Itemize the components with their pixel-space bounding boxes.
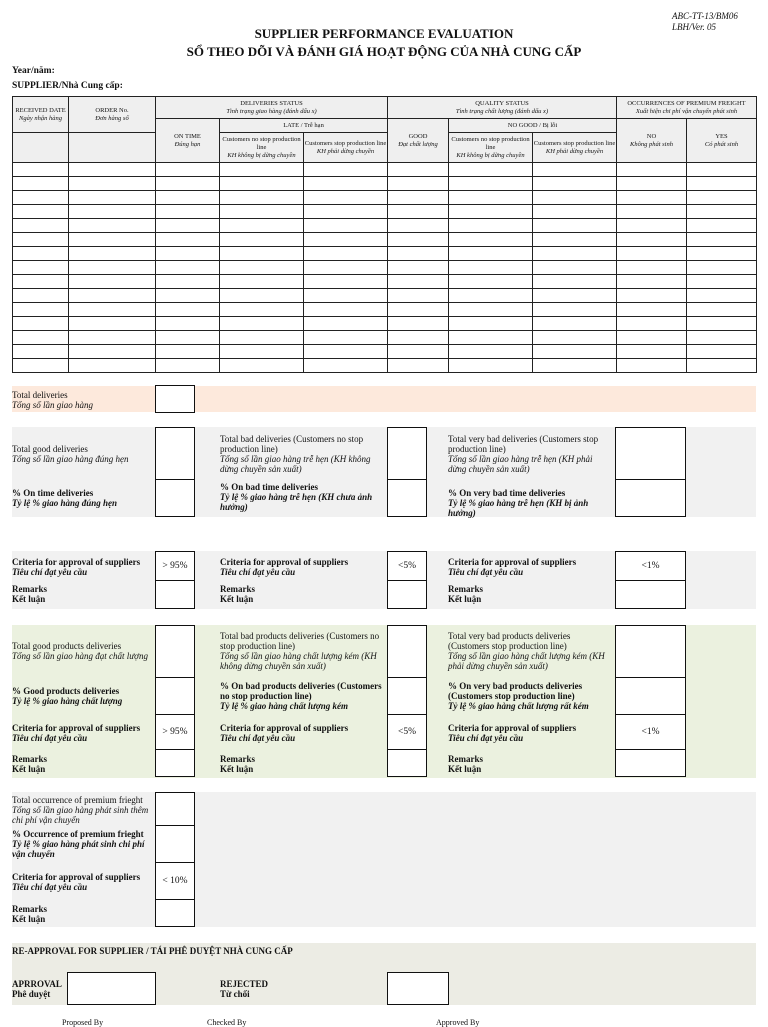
log-cell[interactable] [388, 163, 449, 177]
log-cell[interactable] [388, 317, 449, 331]
col-premium-freight: OCCURRENCES OF PREMIUM FREIGHT Xuất hiện chi phí vận chuyển phát sinh [617, 97, 757, 119]
log-cell[interactable] [304, 359, 388, 373]
log-cell[interactable] [388, 303, 449, 317]
log-cell[interactable] [687, 233, 757, 247]
log-cell[interactable] [533, 275, 617, 289]
log-cell[interactable] [156, 205, 220, 219]
log-row [13, 331, 757, 345]
very-bad-deliveries-box[interactable] [615, 427, 686, 480]
pct-good-products-label: % Good products deliveries Tỷ lệ % giao hàng chất lượng [12, 686, 123, 706]
premium-pct-box[interactable] [155, 825, 195, 863]
log-cell[interactable] [388, 247, 449, 261]
log-cell[interactable] [687, 247, 757, 261]
criteria-label-4: Criteria for approval of suppliers Tiêu chí đạt yêu cầu [12, 723, 141, 743]
log-cell[interactable] [533, 331, 617, 345]
log-cell[interactable] [533, 289, 617, 303]
log-cell[interactable] [13, 275, 69, 289]
log-row [13, 163, 757, 177]
pct-bad-products-box[interactable] [387, 677, 427, 715]
log-cell[interactable] [69, 317, 156, 331]
criteria-premium-box: < 10% [155, 862, 195, 900]
log-cell[interactable] [687, 331, 757, 345]
log-cell[interactable] [304, 345, 388, 359]
log-cell[interactable] [687, 191, 757, 205]
log-cell[interactable] [304, 289, 388, 303]
log-cell[interactable] [220, 317, 304, 331]
log-cell[interactable] [69, 219, 156, 233]
log-cell[interactable] [617, 331, 687, 345]
log-cell[interactable] [687, 177, 757, 191]
remarks-box-7[interactable] [155, 899, 195, 927]
col-ng-stop: Customers stop production line KH phải dừng chuyền [533, 133, 617, 163]
log-cell[interactable] [13, 205, 69, 219]
col-no-good: NO GOOD / Bị lỗi [449, 119, 617, 133]
log-cell[interactable] [304, 219, 388, 233]
log-cell[interactable] [449, 233, 533, 247]
premium-pct-label: % Occurrence of premium frieght Tỷ lệ % giao hàng phát sinh chi phí vận chuyển [12, 829, 145, 859]
log-cell[interactable] [388, 191, 449, 205]
remarks-box-3[interactable] [615, 580, 686, 609]
log-cell[interactable] [220, 345, 304, 359]
col-quality-status: QUALITY STATUS Tình trạng chất lượng (đánh dấu x) [388, 97, 617, 119]
log-row [13, 345, 757, 359]
proposed-by-label: Proposed By [62, 1018, 104, 1027]
log-cell[interactable] [304, 303, 388, 317]
col-ng-no-stop: Customers no stop production line KH không bị dừng chuyền [449, 133, 533, 163]
log-cell[interactable] [449, 345, 533, 359]
bad-deliveries-label: Total bad deliveries (Customers no stop production line) Tổng số lần giao hàng trễ hẹn (KH không dừng chuyền sản xuất) [220, 434, 371, 474]
remarks-label-5: Remarks Kết luận [220, 754, 255, 774]
log-cell[interactable] [449, 303, 533, 317]
supplier-label: SUPPLIER/Nhà Cung cấp: [12, 81, 123, 91]
log-cell[interactable] [13, 247, 69, 261]
log-cell[interactable] [687, 317, 757, 331]
log-cell[interactable] [304, 247, 388, 261]
log-cell[interactable] [220, 303, 304, 317]
delivery-log-table [12, 96, 757, 373]
log-cell[interactable] [687, 303, 757, 317]
log-cell[interactable] [687, 219, 757, 233]
log-cell[interactable] [617, 275, 687, 289]
log-cell[interactable] [388, 289, 449, 303]
log-cell[interactable] [449, 163, 533, 177]
log-cell[interactable] [13, 261, 69, 275]
col-late: LATE / Trễ hạn [220, 119, 388, 133]
log-cell[interactable] [449, 177, 533, 191]
log-cell[interactable] [13, 177, 69, 191]
log-cell[interactable] [13, 219, 69, 233]
log-cell[interactable] [388, 261, 449, 275]
log-cell[interactable] [156, 289, 220, 303]
log-cell[interactable] [617, 317, 687, 331]
col-deliveries-status: DELIVERIES STATUS Tình trạng giao hàng (đánh dấu x) [156, 97, 388, 119]
log-cell[interactable] [69, 261, 156, 275]
log-cell[interactable] [388, 219, 449, 233]
log-cell[interactable] [69, 233, 156, 247]
log-row [13, 233, 757, 247]
log-cell[interactable] [13, 191, 69, 205]
log-cell[interactable] [69, 247, 156, 261]
good-products-label: Total good products deliveries Tổng số lần giao hàng đạt chất lượng [12, 641, 148, 661]
bad-products-box[interactable] [387, 625, 427, 678]
log-cell[interactable] [449, 261, 533, 275]
pct-very-bad-time-label: % On very bad time deliveries Tỷ lệ % giao hàng trễ hẹn (KH bị ảnh hưởng) [448, 488, 589, 518]
criteria-label-7: Criteria for approval of suppliers Tiêu chí đạt yêu cầu [12, 872, 141, 892]
remarks-box-4[interactable] [155, 749, 195, 777]
log-row [13, 317, 757, 331]
log-cell[interactable] [13, 331, 69, 345]
log-cell[interactable] [617, 177, 687, 191]
log-cell[interactable] [617, 289, 687, 303]
log-cell[interactable] [69, 331, 156, 345]
log-cell[interactable] [156, 261, 220, 275]
checked-by-label: Checked By [207, 1018, 247, 1027]
log-cell[interactable] [388, 205, 449, 219]
log-cell[interactable] [617, 359, 687, 373]
log-cell[interactable] [304, 163, 388, 177]
bad-deliveries-box[interactable] [387, 427, 427, 480]
log-row [13, 261, 757, 275]
log-row [13, 219, 757, 233]
log-cell[interactable] [449, 191, 533, 205]
log-cell[interactable] [220, 275, 304, 289]
log-cell[interactable] [533, 219, 617, 233]
criteria-label-6: Criteria for approval of suppliers Tiêu chí đạt yêu cầu [448, 723, 577, 743]
log-cell[interactable] [687, 163, 757, 177]
log-cell[interactable] [617, 163, 687, 177]
col-received-date: RECEIVED DATE Ngày nhận hàng [13, 97, 69, 133]
pct-very-bad-time-box[interactable] [615, 479, 686, 517]
rejected-checkbox[interactable] [387, 972, 449, 1005]
log-row [13, 359, 757, 373]
remarks-label-1: Remarks Kết luận [12, 584, 47, 604]
log-cell[interactable] [388, 275, 449, 289]
log-cell[interactable] [617, 205, 687, 219]
log-row [13, 177, 757, 191]
criteria-very-bad-box: <1% [615, 551, 686, 581]
log-cell[interactable] [687, 261, 757, 275]
criteria-ontime-box: > 95% [155, 551, 195, 581]
log-row [13, 191, 757, 205]
log-cell[interactable] [69, 345, 156, 359]
total-deliveries-band [12, 386, 756, 412]
log-cell[interactable] [220, 247, 304, 261]
log-cell[interactable] [388, 331, 449, 345]
log-cell[interactable] [449, 317, 533, 331]
pct-bad-products-label: % On bad products deliveries (Customers no stop production line) Tỷ lệ % giao hàng chất lượng kém [220, 681, 382, 711]
log-cell[interactable] [220, 219, 304, 233]
title-en: SUPPLIER PERFORMANCE EVALUATION [254, 26, 514, 41]
log-cell[interactable] [533, 261, 617, 275]
pct-on-time-box[interactable] [155, 479, 195, 517]
log-cell[interactable] [220, 177, 304, 191]
good-products-box[interactable] [155, 625, 195, 678]
year-label: Year/năm: [12, 66, 55, 76]
log-cell[interactable] [13, 163, 69, 177]
log-cell[interactable] [687, 205, 757, 219]
col-late-stop: Customers stop production line KH phải dừng chuyền [304, 133, 388, 163]
log-cell[interactable] [220, 289, 304, 303]
log-cell[interactable] [533, 317, 617, 331]
log-cell[interactable] [304, 275, 388, 289]
log-cell[interactable] [156, 345, 220, 359]
log-cell[interactable] [156, 331, 220, 345]
remarks-label-3: Remarks Kết luận [448, 584, 483, 604]
col-good: GOOD Đạt chất lượng [388, 119, 449, 163]
remarks-box-6[interactable] [615, 749, 686, 777]
log-cell[interactable] [13, 317, 69, 331]
col-on-time: ON TIME Đúng hạn [156, 119, 220, 163]
log-cell[interactable] [304, 317, 388, 331]
log-cell[interactable] [687, 275, 757, 289]
remarks-label-2: Remarks Kết luận [220, 584, 255, 604]
log-cell[interactable] [69, 303, 156, 317]
criteria-label-5: Criteria for approval of suppliers Tiêu chí đạt yêu cầu [220, 723, 349, 743]
log-cell[interactable] [13, 233, 69, 247]
log-row [13, 289, 757, 303]
log-cell[interactable] [617, 219, 687, 233]
remarks-label-7: Remarks Kết luận [12, 904, 47, 924]
log-cell[interactable] [156, 247, 220, 261]
log-cell[interactable] [687, 359, 757, 373]
remarks-box-1[interactable] [155, 580, 195, 609]
log-row [13, 275, 757, 289]
log-cell[interactable] [449, 331, 533, 345]
log-cell[interactable] [449, 275, 533, 289]
log-cell[interactable] [449, 205, 533, 219]
log-cell[interactable] [69, 275, 156, 289]
log-cell[interactable] [156, 177, 220, 191]
log-cell[interactable] [533, 205, 617, 219]
log-cell[interactable] [69, 177, 156, 191]
log-cell[interactable] [533, 191, 617, 205]
log-cell[interactable] [449, 247, 533, 261]
remarks-box-2[interactable] [387, 580, 427, 609]
criteria-bad-products-box: <5% [387, 714, 427, 750]
log-cell[interactable] [617, 233, 687, 247]
log-cell[interactable] [388, 345, 449, 359]
col-order-no: ORDER No. Đơn hàng số [69, 97, 156, 133]
log-cell[interactable] [156, 233, 220, 247]
log-cell[interactable] [533, 359, 617, 373]
log-cell[interactable] [533, 233, 617, 247]
log-cell[interactable] [220, 261, 304, 275]
log-cell[interactable] [449, 289, 533, 303]
pct-very-bad-products-label: % On very bad products deliveries (Customers stop production line) Tỷ lệ % giao hàng chất lượng rất kém [448, 681, 589, 711]
pct-bad-time-box[interactable] [387, 479, 427, 517]
log-cell[interactable] [69, 163, 156, 177]
log-cell[interactable] [156, 275, 220, 289]
approved-by-label: Approved By [436, 1018, 480, 1027]
very-bad-products-box[interactable] [615, 625, 686, 678]
log-cell[interactable] [533, 345, 617, 359]
log-cell[interactable] [533, 163, 617, 177]
log-cell[interactable] [304, 331, 388, 345]
log-cell[interactable] [304, 233, 388, 247]
log-cell[interactable] [220, 359, 304, 373]
rejected-label: REJECTED Từ chối [220, 979, 269, 999]
col-late-no-stop: Customers no stop production line KH không bị dừng chuyền [220, 133, 304, 163]
log-cell[interactable] [617, 247, 687, 261]
log-cell[interactable] [388, 359, 449, 373]
log-cell[interactable] [13, 359, 69, 373]
log-row [13, 205, 757, 219]
log-cell[interactable] [156, 219, 220, 233]
log-cell[interactable] [220, 205, 304, 219]
criteria-label-1: Criteria for approval of suppliers Tiêu chí đạt yêu cầu [12, 557, 141, 577]
premium-total-label: Total occurrence of premium frieght Tổng số lần giao hàng phát sinh thêm chi phí vận chuyển [12, 795, 149, 825]
remarks-label-6: Remarks Kết luận [448, 754, 483, 774]
log-cell[interactable] [156, 317, 220, 331]
log-row [13, 247, 757, 261]
log-cell[interactable] [220, 331, 304, 345]
log-cell[interactable] [220, 191, 304, 205]
log-cell[interactable] [69, 205, 156, 219]
pct-very-bad-products-box[interactable] [615, 677, 686, 715]
pct-good-products-box[interactable] [155, 677, 195, 715]
log-cell[interactable] [617, 261, 687, 275]
log-cell[interactable] [156, 163, 220, 177]
col-no: NO Không phát sinh [617, 119, 687, 163]
log-cell[interactable] [388, 233, 449, 247]
document-code: ABC-TT-13/BM06 LBH/Ver. 05 [672, 11, 738, 32]
premium-total-box[interactable] [155, 792, 195, 826]
log-cell[interactable] [304, 205, 388, 219]
log-row [13, 303, 757, 317]
log-cell[interactable] [617, 345, 687, 359]
reapproval-heading: RE-APPROVAL FOR SUPPLIER / TÁI PHÊ DUYỆT NHÀ CUNG CẤP [12, 946, 293, 956]
approval-label: APRROVAL Phê duyệt [12, 979, 62, 999]
criteria-label-3: Criteria for approval of suppliers Tiêu chí đạt yêu cầu [448, 557, 577, 577]
log-cell[interactable] [617, 303, 687, 317]
bad-products-label: Total bad products deliveries (Customers no stop production line) Tổng số lần giao hàng chất lượng kém (KH không dừng chuyền sản xuất) [220, 631, 380, 671]
total-deliveries-label: Total deliveries Tổng số lần giao hàng [12, 390, 94, 410]
very-bad-products-label: Total very bad products deliveries (Customers stop production line) Tổng số lần giao hàng chất lượng kém (KH phải dừng chuyền sản xuất) [448, 631, 605, 671]
good-deliveries-box[interactable] [155, 427, 195, 480]
log-cell[interactable] [304, 191, 388, 205]
log-cell[interactable] [533, 177, 617, 191]
log-cell[interactable] [449, 359, 533, 373]
log-cell[interactable] [449, 219, 533, 233]
log-cell[interactable] [687, 345, 757, 359]
log-cell[interactable] [156, 359, 220, 373]
log-cell[interactable] [388, 177, 449, 191]
log-cell[interactable] [156, 191, 220, 205]
log-cell[interactable] [533, 247, 617, 261]
good-deliveries-label: Total good deliveries Tổng số lần giao hàng đúng hẹn [12, 444, 129, 464]
log-cell[interactable] [156, 303, 220, 317]
log-cell[interactable] [69, 191, 156, 205]
criteria-good-products-box: > 95% [155, 714, 195, 750]
log-cell[interactable] [304, 261, 388, 275]
log-cell[interactable] [13, 289, 69, 303]
log-cell[interactable] [304, 177, 388, 191]
log-cell[interactable] [220, 163, 304, 177]
criteria-bad-box: <5% [387, 551, 427, 581]
remarks-label-4: Remarks Kết luận [12, 754, 47, 774]
log-cell[interactable] [13, 303, 69, 317]
approval-checkbox[interactable] [67, 972, 156, 1005]
pct-bad-time-label: % On bad time deliveries Tỷ lệ % giao hàng trễ hẹn (KH chưa ảnh hưởng) [220, 482, 373, 512]
title-vi: SỔ THEO DÕI VÀ ĐÁNH GIÁ HOẠT ĐỘNG CỦA NHÀ CUNG CẤP [186, 44, 582, 59]
criteria-label-2: Criteria for approval of suppliers Tiêu chí đạt yêu cầu [220, 557, 349, 577]
log-cell[interactable] [687, 289, 757, 303]
col-yes: YES Có phát sinh [687, 119, 757, 163]
log-cell[interactable] [220, 233, 304, 247]
very-bad-deliveries-label: Total very bad deliveries (Customers stop production line) Tổng số lần giao hàng trễ hẹn (KH phải dừng chuyền sản xuất) [448, 434, 599, 474]
log-cell[interactable] [617, 191, 687, 205]
log-cell[interactable] [13, 345, 69, 359]
log-cell[interactable] [69, 359, 156, 373]
pct-on-time-label: % On time deliveries Tỷ lệ % giao hàng đúng hẹn [12, 488, 118, 508]
log-cell[interactable] [533, 303, 617, 317]
log-cell[interactable] [69, 289, 156, 303]
total-deliveries-box[interactable] [155, 385, 195, 413]
remarks-box-5[interactable] [387, 749, 427, 777]
criteria-very-bad-products-box: <1% [615, 714, 686, 750]
